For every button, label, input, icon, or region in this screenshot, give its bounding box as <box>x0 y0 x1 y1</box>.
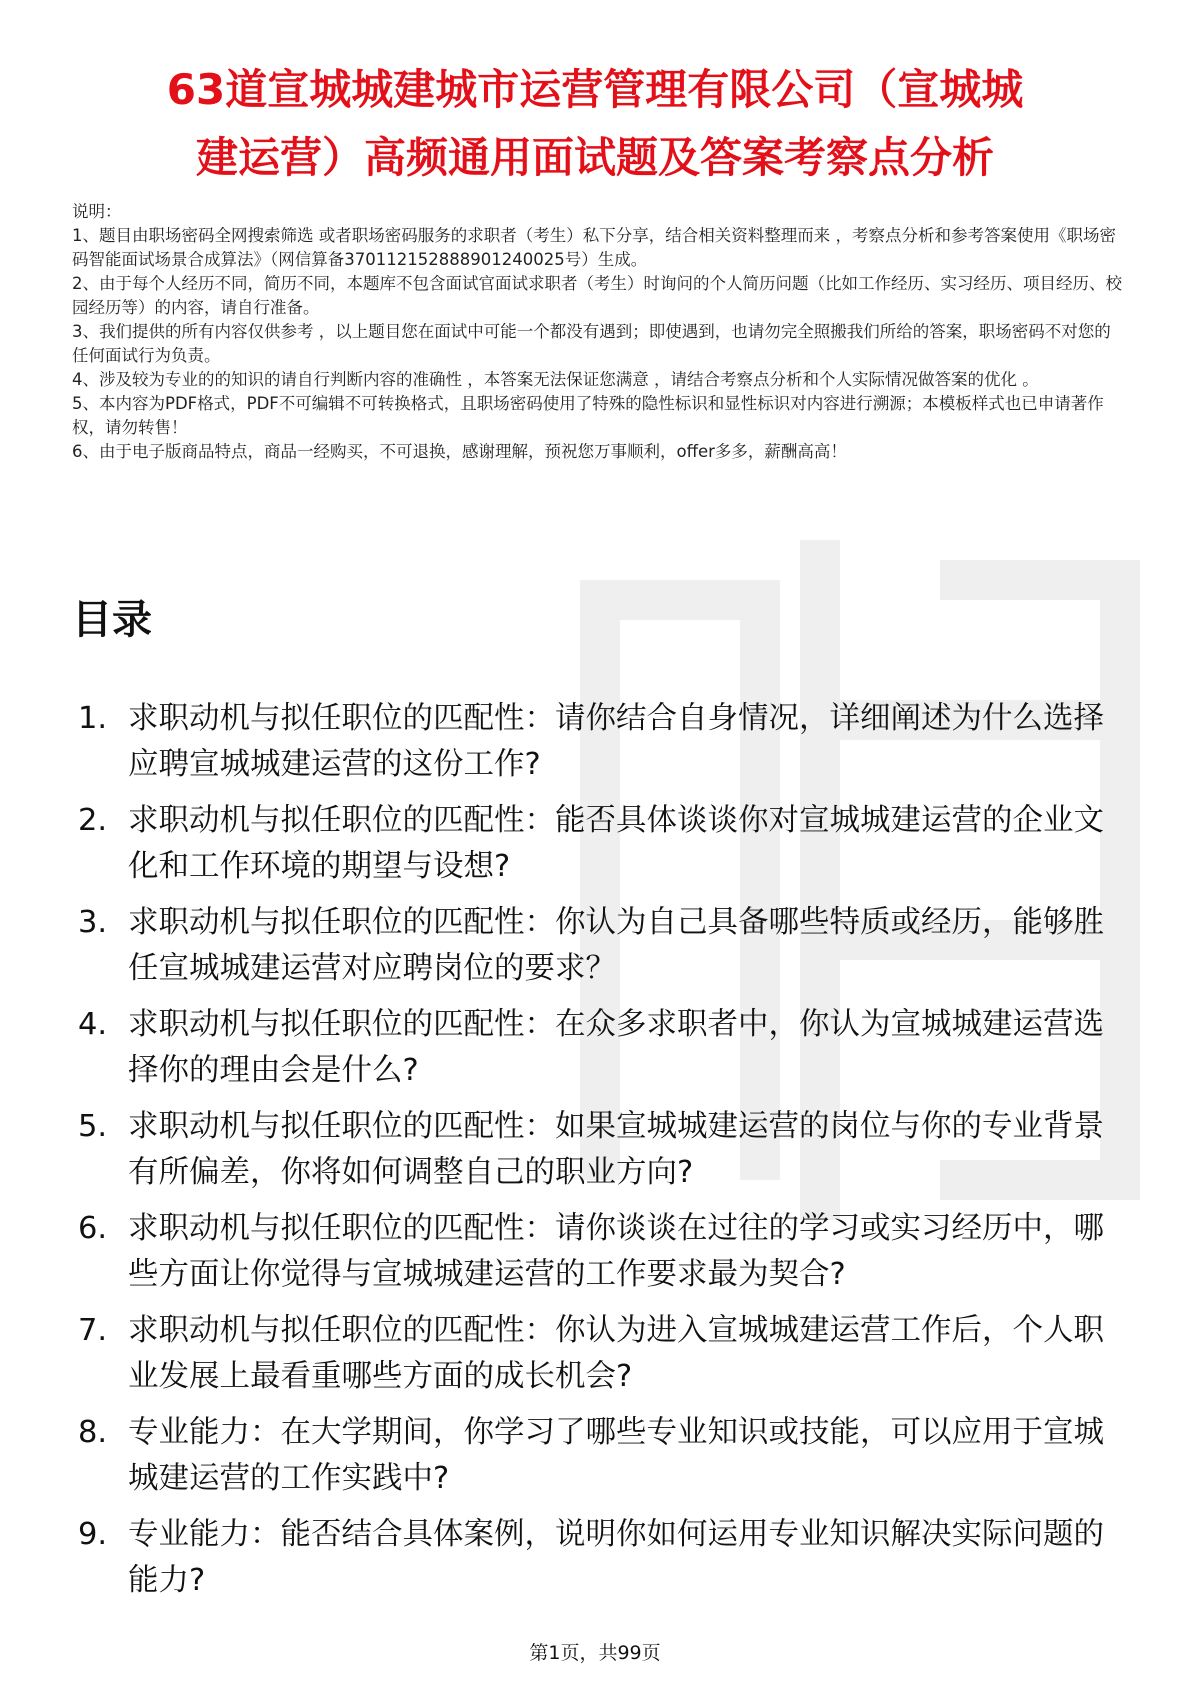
toc-item-number: 3. <box>78 905 108 940</box>
note-item: 2、由于每个人经历不同，简历不同，本题库不包含面试官面试求职者（考生）时询问的个人简历问题（比如工作经历、实习经历、项目经历、校园经历等）的内容，请自行准备。 <box>72 274 1122 317</box>
toc-item-text: 求职动机与拟任职位的匹配性：请你结合自身情况，详细阐述为什么选择应聘宣城城建运营的这份工作? <box>128 701 1104 782</box>
toc-item-text: 求职动机与拟任职位的匹配性：能否具体谈谈你对宣城城建运营的企业文化和工作环境的期望与设想? <box>128 803 1104 884</box>
toc-list <box>72 696 1132 1614</box>
toc-item-text: 专业能力：在大学期间，你学习了哪些专业知识或技能，可以应用于宣城城建运营的工作实践中? <box>128 1415 1104 1496</box>
notes-heading: 说明： <box>72 202 122 221</box>
toc-item-number: 2. <box>78 803 108 838</box>
toc-item[interactable] <box>72 900 1132 992</box>
toc-item-text: 求职动机与拟任职位的匹配性：如果宣城城建运营的岗位与你的专业背景有所偏差，你将如何调整自己的职业方向? <box>128 1109 1104 1190</box>
toc-item-text: 求职动机与拟任职位的匹配性：在众多求职者中，你认为宣城城建运营选择你的理由会是什么? <box>128 1007 1104 1088</box>
toc-item-text: 求职动机与拟任职位的匹配性：你认为进入宣城城建运营工作后，个人职业发展上最看重哪些方面的成长机会? <box>128 1313 1104 1394</box>
note-item: 5、本内容为PDF格式，PDF不可编辑不可转换格式，且职场密码使用了特殊的隐性标识和显性标识对内容进行溯源；本模板样式也已申请著作权，请勿转售！ <box>72 394 1104 437</box>
page-footer: 第1页，共99页 <box>529 1642 661 1664</box>
toc-item-number: 9. <box>78 1517 108 1552</box>
toc-item[interactable] <box>72 1206 1132 1298</box>
toc-item[interactable] <box>72 798 1132 890</box>
note-item: 3、我们提供的所有内容仅供参考 ，以上题目您在面试中可能一个都没有遇到；即使遇到，也请勿完全照搬我们所给的答案，职场密码不对您的任何面试行为负责。 <box>72 322 1111 365</box>
toc-item[interactable] <box>72 1308 1132 1400</box>
toc-item[interactable] <box>72 1104 1132 1196</box>
title-line-2: 建运营）高频通用面试题及答案考察点分析 <box>195 133 994 182</box>
document-title <box>60 56 1130 192</box>
toc-item-number: 5. <box>78 1109 108 1144</box>
toc-item-number: 8. <box>78 1415 108 1450</box>
toc-item-text: 求职动机与拟任职位的匹配性：你认为自己具备哪些特质或经历，能够胜任宣城城建运营对应聘岗位的要求？ <box>128 905 1104 986</box>
toc-item-number: 7. <box>78 1313 108 1348</box>
toc-item-text: 专业能力：能否结合具体案例，说明你如何运用专业知识解决实际问题的能力? <box>128 1517 1104 1598</box>
note-item: 6、由于电子版商品特点，商品一经购买，不可退换，感谢理解，预祝您万事顺利，offer多多，薪酬高高！ <box>72 442 847 461</box>
toc-item[interactable] <box>72 1512 1132 1604</box>
note-item: 4、涉及较为专业的的知识的请自行判断内容的准确性 ，本答案无法保证您满意 ，请结合考察点分析和个人实际情况做答案的优化 。 <box>72 370 1039 389</box>
toc-item[interactable] <box>72 1002 1132 1094</box>
toc-item[interactable] <box>72 696 1132 788</box>
toc-heading: 目录 <box>72 597 152 643</box>
title-line-1: 63道宣城城建城市运营管理有限公司（宣城城 <box>166 65 1024 114</box>
toc-item-number: 4. <box>78 1007 108 1042</box>
toc-item-number: 6. <box>78 1211 108 1246</box>
instructions-section <box>72 200 1122 464</box>
toc-item-number: 1. <box>78 701 108 736</box>
toc-item[interactable] <box>72 1410 1132 1502</box>
note-item: 1、题目由职场密码全网搜索筛选 或者职场密码服务的求职者（考生）私下分享，结合相关资料整理而来 ，考察点分析和参考答案使用《职场密码智能面试场景合成算法》（网信算备370112152888901240025号）生成。 <box>72 226 1116 269</box>
toc-item-text: 求职动机与拟任职位的匹配性：请你谈谈在过往的学习或实习经历中，哪些方面让你觉得与宣城城建运营的工作要求最为契合? <box>128 1211 1104 1292</box>
